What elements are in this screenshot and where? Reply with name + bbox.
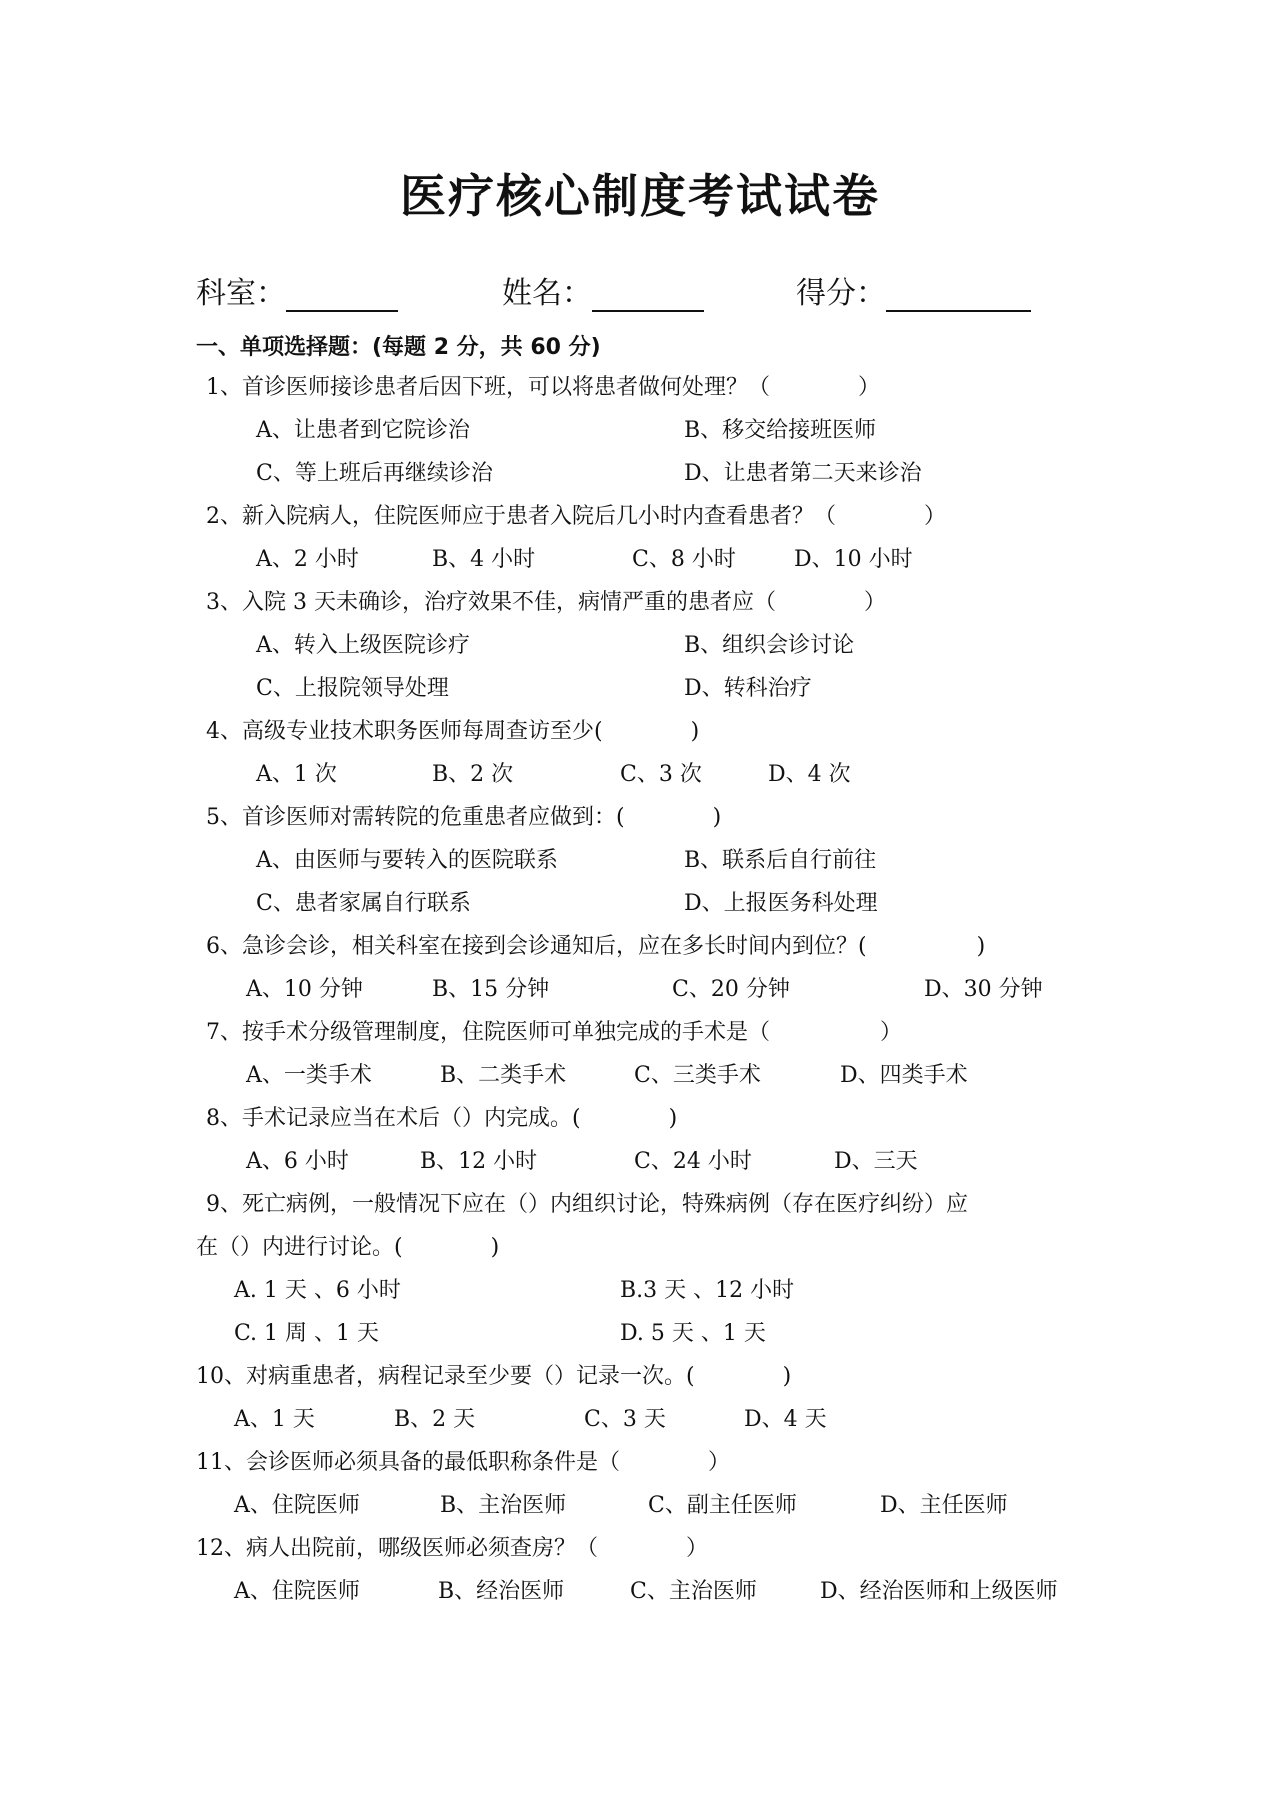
q3-option-b[interactable]: B、组织会诊讨论	[684, 633, 855, 658]
q4-option-b[interactable]: B、2 次	[432, 762, 514, 787]
q3-option-c[interactable]: C、上报院领导处理	[256, 676, 449, 701]
q6-option-d[interactable]: D、30 分钟	[924, 977, 1043, 1002]
question-7: 7、按手术分级管理制度，住院医师可单独完成的手术是（ ）	[206, 1020, 902, 1045]
question-10: 10、对病重患者，病程记录至少要（）记录一次。( )	[196, 1364, 792, 1389]
q5-option-d[interactable]: D、上报医务科处理	[684, 891, 878, 916]
q9-option-b[interactable]: B.3 天 、12 小时	[620, 1278, 795, 1303]
q11-option-a[interactable]: A、住院医师	[234, 1493, 360, 1518]
q12-option-b[interactable]: B、经治医师	[438, 1579, 565, 1604]
q9-option-a[interactable]: A. 1 天 、6 小时	[234, 1278, 401, 1303]
department-blank[interactable]	[286, 276, 398, 312]
q9-option-d[interactable]: D. 5 天 、1 天	[620, 1321, 766, 1346]
name-blank[interactable]	[592, 276, 704, 312]
question-12: 12、病人出院前，哪级医师必须查房？（ ）	[196, 1536, 708, 1561]
question-9-continued: 在（）内进行讨论。( )	[196, 1235, 500, 1260]
question-8: 8、手术记录应当在术后（）内完成。( )	[206, 1106, 678, 1131]
q10-option-d[interactable]: D、4 天	[744, 1407, 827, 1432]
q1-option-d[interactable]: D、让患者第二天来诊治	[684, 461, 922, 486]
q2-option-c[interactable]: C、8 小时	[632, 547, 736, 572]
q10-option-a[interactable]: A、1 天	[234, 1407, 315, 1432]
q2-option-b[interactable]: B、4 小时	[432, 547, 536, 572]
q11-option-b[interactable]: B、主治医师	[440, 1493, 567, 1518]
header-fields	[196, 268, 1096, 318]
q7-option-d[interactable]: D、四类手术	[840, 1063, 968, 1088]
q7-option-b[interactable]: B、二类手术	[440, 1063, 567, 1088]
q6-option-b[interactable]: B、15 分钟	[432, 977, 550, 1002]
page-title: 医疗核心制度考试试卷	[400, 169, 880, 223]
q6-option-c[interactable]: C、20 分钟	[672, 977, 790, 1002]
q8-option-b[interactable]: B、12 小时	[420, 1149, 538, 1174]
question-2: 2、新入院病人，住院医师应于患者入院后几小时内查看患者？（ ）	[206, 504, 946, 529]
question-11: 11、会诊医师必须具备的最低职称条件是（ ）	[196, 1450, 730, 1475]
q9-option-c[interactable]: C. 1 周 、1 天	[234, 1321, 380, 1346]
department-label: 科室：	[196, 276, 286, 311]
q4-option-c[interactable]: C、3 次	[620, 762, 702, 787]
score-label: 得分：	[796, 276, 886, 311]
q12-option-c[interactable]: C、主治医师	[630, 1579, 757, 1604]
q2-option-d[interactable]: D、10 小时	[794, 547, 913, 572]
q12-option-a[interactable]: A、住院医师	[234, 1579, 360, 1604]
question-5: 5、首诊医师对需转院的危重患者应做到：( )	[206, 805, 722, 830]
q2-option-a[interactable]: A、2 小时	[256, 547, 359, 572]
q7-option-c[interactable]: C、三类手术	[634, 1063, 761, 1088]
q5-option-a[interactable]: A、由医师与要转入的医院联系	[256, 848, 558, 873]
q6-option-a[interactable]: A、10 分钟	[246, 977, 363, 1002]
q10-option-b[interactable]: B、2 天	[394, 1407, 476, 1432]
q1-option-a[interactable]: A、让患者到它院诊治	[256, 418, 470, 443]
question-1: 1、首诊医师接诊患者后因下班，可以将患者做何处理？（ ）	[206, 375, 880, 400]
q4-option-d[interactable]: D、4 次	[768, 762, 851, 787]
question-9: 9、死亡病例，一般情况下应在（）内组织讨论，特殊病例（存在医疗纠纷）应	[206, 1192, 968, 1217]
q5-option-c[interactable]: C、患者家属自行联系	[256, 891, 471, 916]
q1-option-c[interactable]: C、等上班后再继续诊治	[256, 461, 493, 486]
score-blank[interactable]	[886, 276, 1031, 312]
q11-option-c[interactable]: C、副主任医师	[648, 1493, 797, 1518]
q1-option-b[interactable]: B、移交给接班医师	[684, 418, 877, 443]
q10-option-c[interactable]: C、3 天	[584, 1407, 666, 1432]
name-field	[502, 268, 704, 312]
q8-option-c[interactable]: C、24 小时	[634, 1149, 752, 1174]
department-field	[196, 268, 398, 312]
question-3: 3、入院 3 天未确诊，治疗效果不佳，病情严重的患者应（ ）	[206, 590, 886, 615]
q7-option-a[interactable]: A、一类手术	[246, 1063, 372, 1088]
name-label: 姓名：	[502, 276, 592, 311]
q3-option-a[interactable]: A、转入上级医院诊疗	[256, 633, 470, 658]
question-4: 4、高级专业技术职务医师每周查访至少( )	[206, 719, 700, 744]
q12-option-d[interactable]: D、经治医师和上级医师	[820, 1579, 1058, 1604]
question-6: 6、急诊会诊，相关科室在接到会诊通知后，应在多长时间内到位？( )	[206, 934, 986, 959]
q8-option-d[interactable]: D、三天	[834, 1149, 918, 1174]
score-field	[796, 268, 1031, 312]
q5-option-b[interactable]: B、联系后自行前往	[684, 848, 877, 873]
q3-option-d[interactable]: D、转科治疗	[684, 676, 812, 701]
section-heading: 一、单项选择题：(每题 2 分，共 60 分)	[196, 335, 601, 360]
q11-option-d[interactable]: D、主任医师	[880, 1493, 1008, 1518]
q4-option-a[interactable]: A、1 次	[256, 762, 337, 787]
q8-option-a[interactable]: A、6 小时	[246, 1149, 349, 1174]
